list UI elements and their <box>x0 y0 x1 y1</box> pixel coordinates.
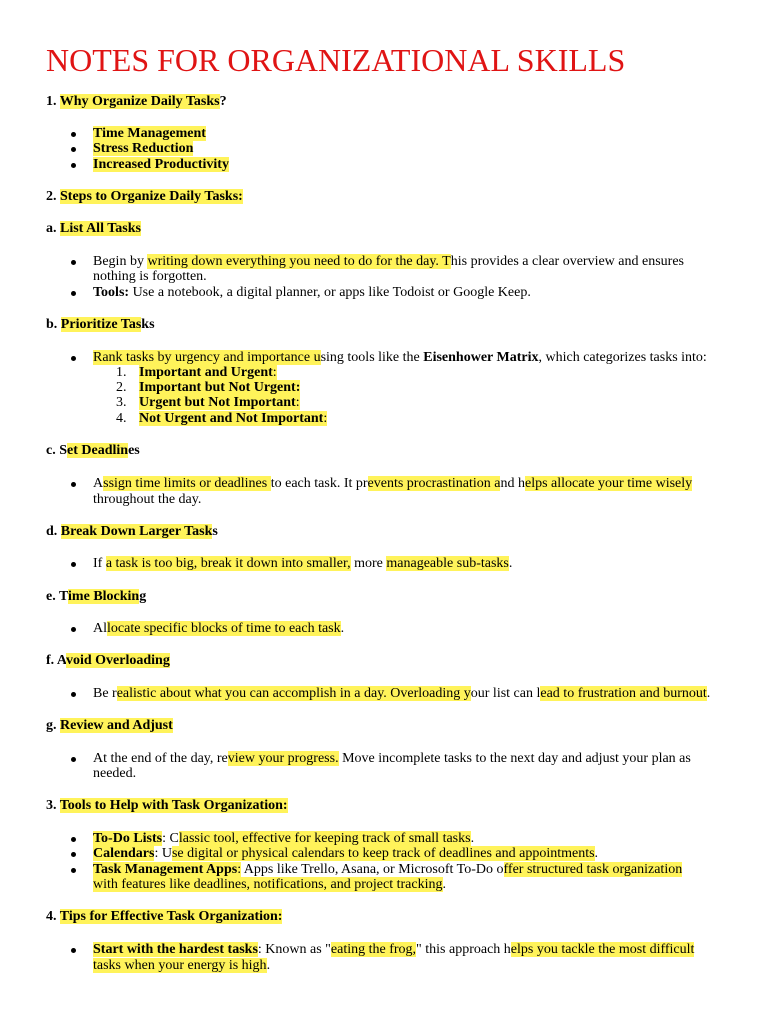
subsection-g-heading: g. Review and Adjust <box>46 718 173 733</box>
list-number: 4. <box>116 411 127 426</box>
list-item: At the end of the day, review your progress. Move incomplete tasks to the next day and adjust your plan as <box>93 751 691 766</box>
subsection-b-heading: b. Prioritize Tasks <box>46 317 155 332</box>
section-3-heading: 3. Tools to Help with Task Organization: <box>46 798 288 813</box>
list-item: Calendars: Use digital or physical calendars to keep track of deadlines and appointments. <box>93 846 599 861</box>
document-title: NOTES FOR ORGANIZATIONAL SKILLS <box>46 42 626 78</box>
bullet-icon <box>71 482 76 487</box>
section-2-heading: 2. Steps to Organize Daily Tasks: <box>46 189 243 204</box>
list-item: To-Do Lists: Classic tool, effective for keeping track of small tasks. <box>93 831 475 846</box>
list-item-continuation: tasks when your energy is high. <box>93 958 271 973</box>
subsection-c-heading: c. Set Deadlines <box>46 443 140 458</box>
list-item-continuation: needed. <box>93 766 137 781</box>
subsection-f-heading: f. Avoid Overloading <box>46 653 170 668</box>
bullet-icon <box>71 948 76 953</box>
subsection-d-heading: d. Break Down Larger Tasks <box>46 524 218 539</box>
list-item: Urgent but Not Important: <box>139 395 300 410</box>
list-item: Time Management <box>93 126 206 141</box>
list-item: Rank tasks by urgency and importance using tools like the Eisenhower Matrix, which categorizes tasks into: <box>93 350 707 365</box>
list-item-continuation: with features like deadlines, notifications, and project tracking. <box>93 877 446 892</box>
list-item: Stress Reduction <box>93 141 194 156</box>
bullet-icon <box>71 868 76 873</box>
section-4-heading: 4. Tips for Effective Task Organization: <box>46 909 283 924</box>
bullet-icon <box>71 757 76 762</box>
bullet-icon <box>71 692 76 697</box>
list-item: Not Urgent and Not Important: <box>139 411 328 426</box>
list-item: Task Management Apps: Apps like Trello, Asana, or Microsoft To-Do offer structured task organization <box>93 862 683 877</box>
list-item: Tools: Use a notebook, a digital planner, or apps like Todoist or Google Keep. <box>93 285 531 300</box>
bullet-icon <box>71 837 76 842</box>
list-item-continuation: nothing is forgotten. <box>93 269 207 284</box>
list-item: Be realistic about what you can accomplish in a day. Overloading your list can lead to frustration and burnout. <box>93 686 711 701</box>
bullet-icon <box>71 291 76 296</box>
bullet-icon <box>71 356 76 361</box>
bullet-icon <box>71 147 76 152</box>
list-item: Start with the hardest tasks: Known as "eating the frog," this approach helps you tackle the most difficult <box>93 942 695 957</box>
bullet-icon <box>71 260 76 265</box>
bullet-icon <box>71 562 76 567</box>
bullet-icon <box>71 852 76 857</box>
list-item: If a task is too big, break it down into smaller, more manageable sub-tasks. <box>93 556 513 571</box>
bullet-icon <box>71 163 76 168</box>
list-item-continuation: throughout the day. <box>93 492 202 507</box>
bullet-icon <box>71 132 76 137</box>
subsection-e-heading: e. Time Blocking <box>46 589 147 604</box>
section-1-heading: 1. Why Organize Daily Tasks? <box>46 94 227 109</box>
list-item: Begin by writing down everything you need to do for the day. This provides a clear overview and ensures <box>93 254 684 269</box>
list-item: Allocate specific blocks of time to each task. <box>93 621 345 636</box>
list-number: 1. <box>116 365 127 380</box>
list-number: 3. <box>116 395 127 410</box>
subsection-a-heading: a. List All Tasks <box>46 221 141 236</box>
list-item: Increased Productivity <box>93 157 229 172</box>
bullet-icon <box>71 627 76 632</box>
list-item: Assign time limits or deadlines to each task. It prevents procrastination and helps allocate your time wisely <box>93 476 693 491</box>
list-item: Important but Not Urgent: <box>139 380 301 395</box>
list-item: Important and Urgent: <box>139 365 277 380</box>
list-number: 2. <box>116 380 127 395</box>
